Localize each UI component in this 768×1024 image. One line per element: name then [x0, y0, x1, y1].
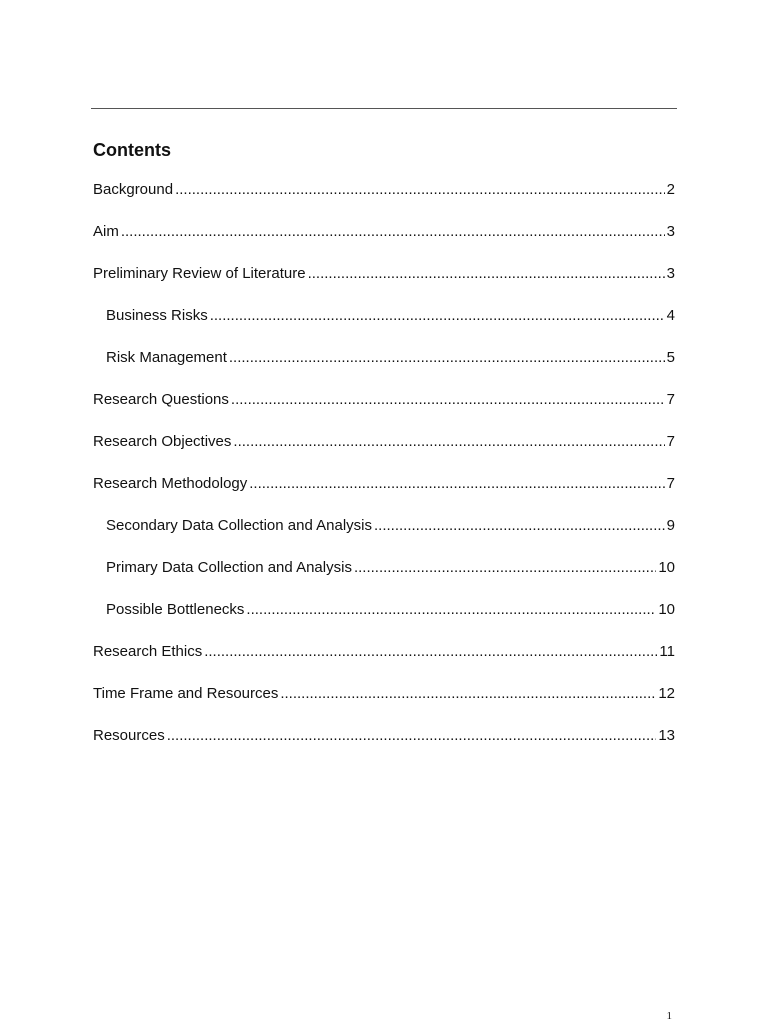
toc-dot-leader: [308, 264, 665, 284]
toc-entry-title: Research Methodology: [93, 475, 248, 492]
toc-entry-title: Possible Bottlenecks: [106, 601, 245, 618]
toc-entry-title: Risk Management: [106, 349, 227, 366]
toc-entry-title: Research Questions: [93, 391, 229, 408]
toc-entry-research-methodology[interactable]: [93, 474, 675, 494]
toc-entry-title: Resources: [93, 727, 165, 744]
toc-entry-page: 2: [666, 181, 675, 198]
toc-entry-page: 7: [666, 433, 675, 450]
toc-entry-page: 13: [658, 727, 675, 744]
toc-entry-page: 9: [666, 517, 675, 534]
toc-entry-page: 10: [658, 601, 675, 618]
toc-entry-page: 3: [666, 223, 675, 240]
contents-heading: Contents: [93, 140, 171, 160]
page-number: 1: [666, 1010, 672, 1022]
toc-entry-research-questions[interactable]: [93, 390, 675, 410]
toc-dot-leader: [175, 180, 665, 200]
toc-entry-title: Research Ethics: [93, 643, 203, 660]
toc-dot-leader: [280, 684, 656, 704]
toc-entry-page: 7: [666, 475, 675, 492]
toc-entry-title: Background: [93, 181, 174, 198]
toc-entry-title: Preliminary Review of Literature: [93, 265, 306, 282]
toc-entry-page: 5: [666, 349, 675, 366]
toc-entry-title: Secondary Data Collection and Analysis: [106, 517, 372, 534]
table-of-contents: [93, 180, 675, 768]
toc-entry-page: 12: [658, 685, 675, 702]
toc-entry-time-frame[interactable]: [93, 684, 675, 704]
toc-dot-leader: [167, 726, 657, 746]
toc-entry-risk-management[interactable]: [93, 348, 675, 368]
toc-dot-leader: [229, 348, 665, 368]
toc-entry-primary-data[interactable]: [93, 558, 675, 578]
toc-entry-business-risks[interactable]: [93, 306, 675, 326]
toc-dot-leader: [233, 432, 664, 452]
toc-dot-leader: [354, 558, 656, 578]
toc-entry-background[interactable]: [93, 180, 675, 200]
toc-dot-leader: [246, 600, 656, 620]
toc-entry-page: 3: [666, 265, 675, 282]
toc-entry-page: 10: [658, 559, 675, 576]
toc-dot-leader: [374, 516, 665, 536]
toc-entry-research-objectives[interactable]: [93, 432, 675, 452]
toc-entry-title: Time Frame and Resources: [93, 685, 279, 702]
toc-entry-page: 7: [666, 391, 675, 408]
toc-entry-page: 11: [659, 643, 675, 660]
toc-dot-leader: [204, 642, 657, 662]
toc-dot-leader: [121, 222, 665, 242]
toc-entry-title: Primary Data Collection and Analysis: [106, 559, 352, 576]
toc-entry-aim[interactable]: [93, 222, 675, 242]
toc-entry-title: Aim: [93, 223, 119, 240]
toc-entry-title: Business Risks: [106, 307, 208, 324]
toc-entry-page: 4: [666, 307, 675, 324]
toc-dot-leader: [249, 474, 664, 494]
toc-entry-research-ethics[interactable]: [93, 642, 675, 662]
toc-entry-resources[interactable]: [93, 726, 675, 746]
toc-dot-leader: [210, 306, 665, 326]
header-rule: [91, 108, 677, 109]
toc-entry-title: Research Objectives: [93, 433, 232, 450]
toc-entry-preliminary-review[interactable]: [93, 264, 675, 284]
toc-dot-leader: [231, 390, 665, 410]
toc-entry-secondary-data[interactable]: [93, 516, 675, 536]
toc-entry-possible-bottlenecks[interactable]: [93, 600, 675, 620]
